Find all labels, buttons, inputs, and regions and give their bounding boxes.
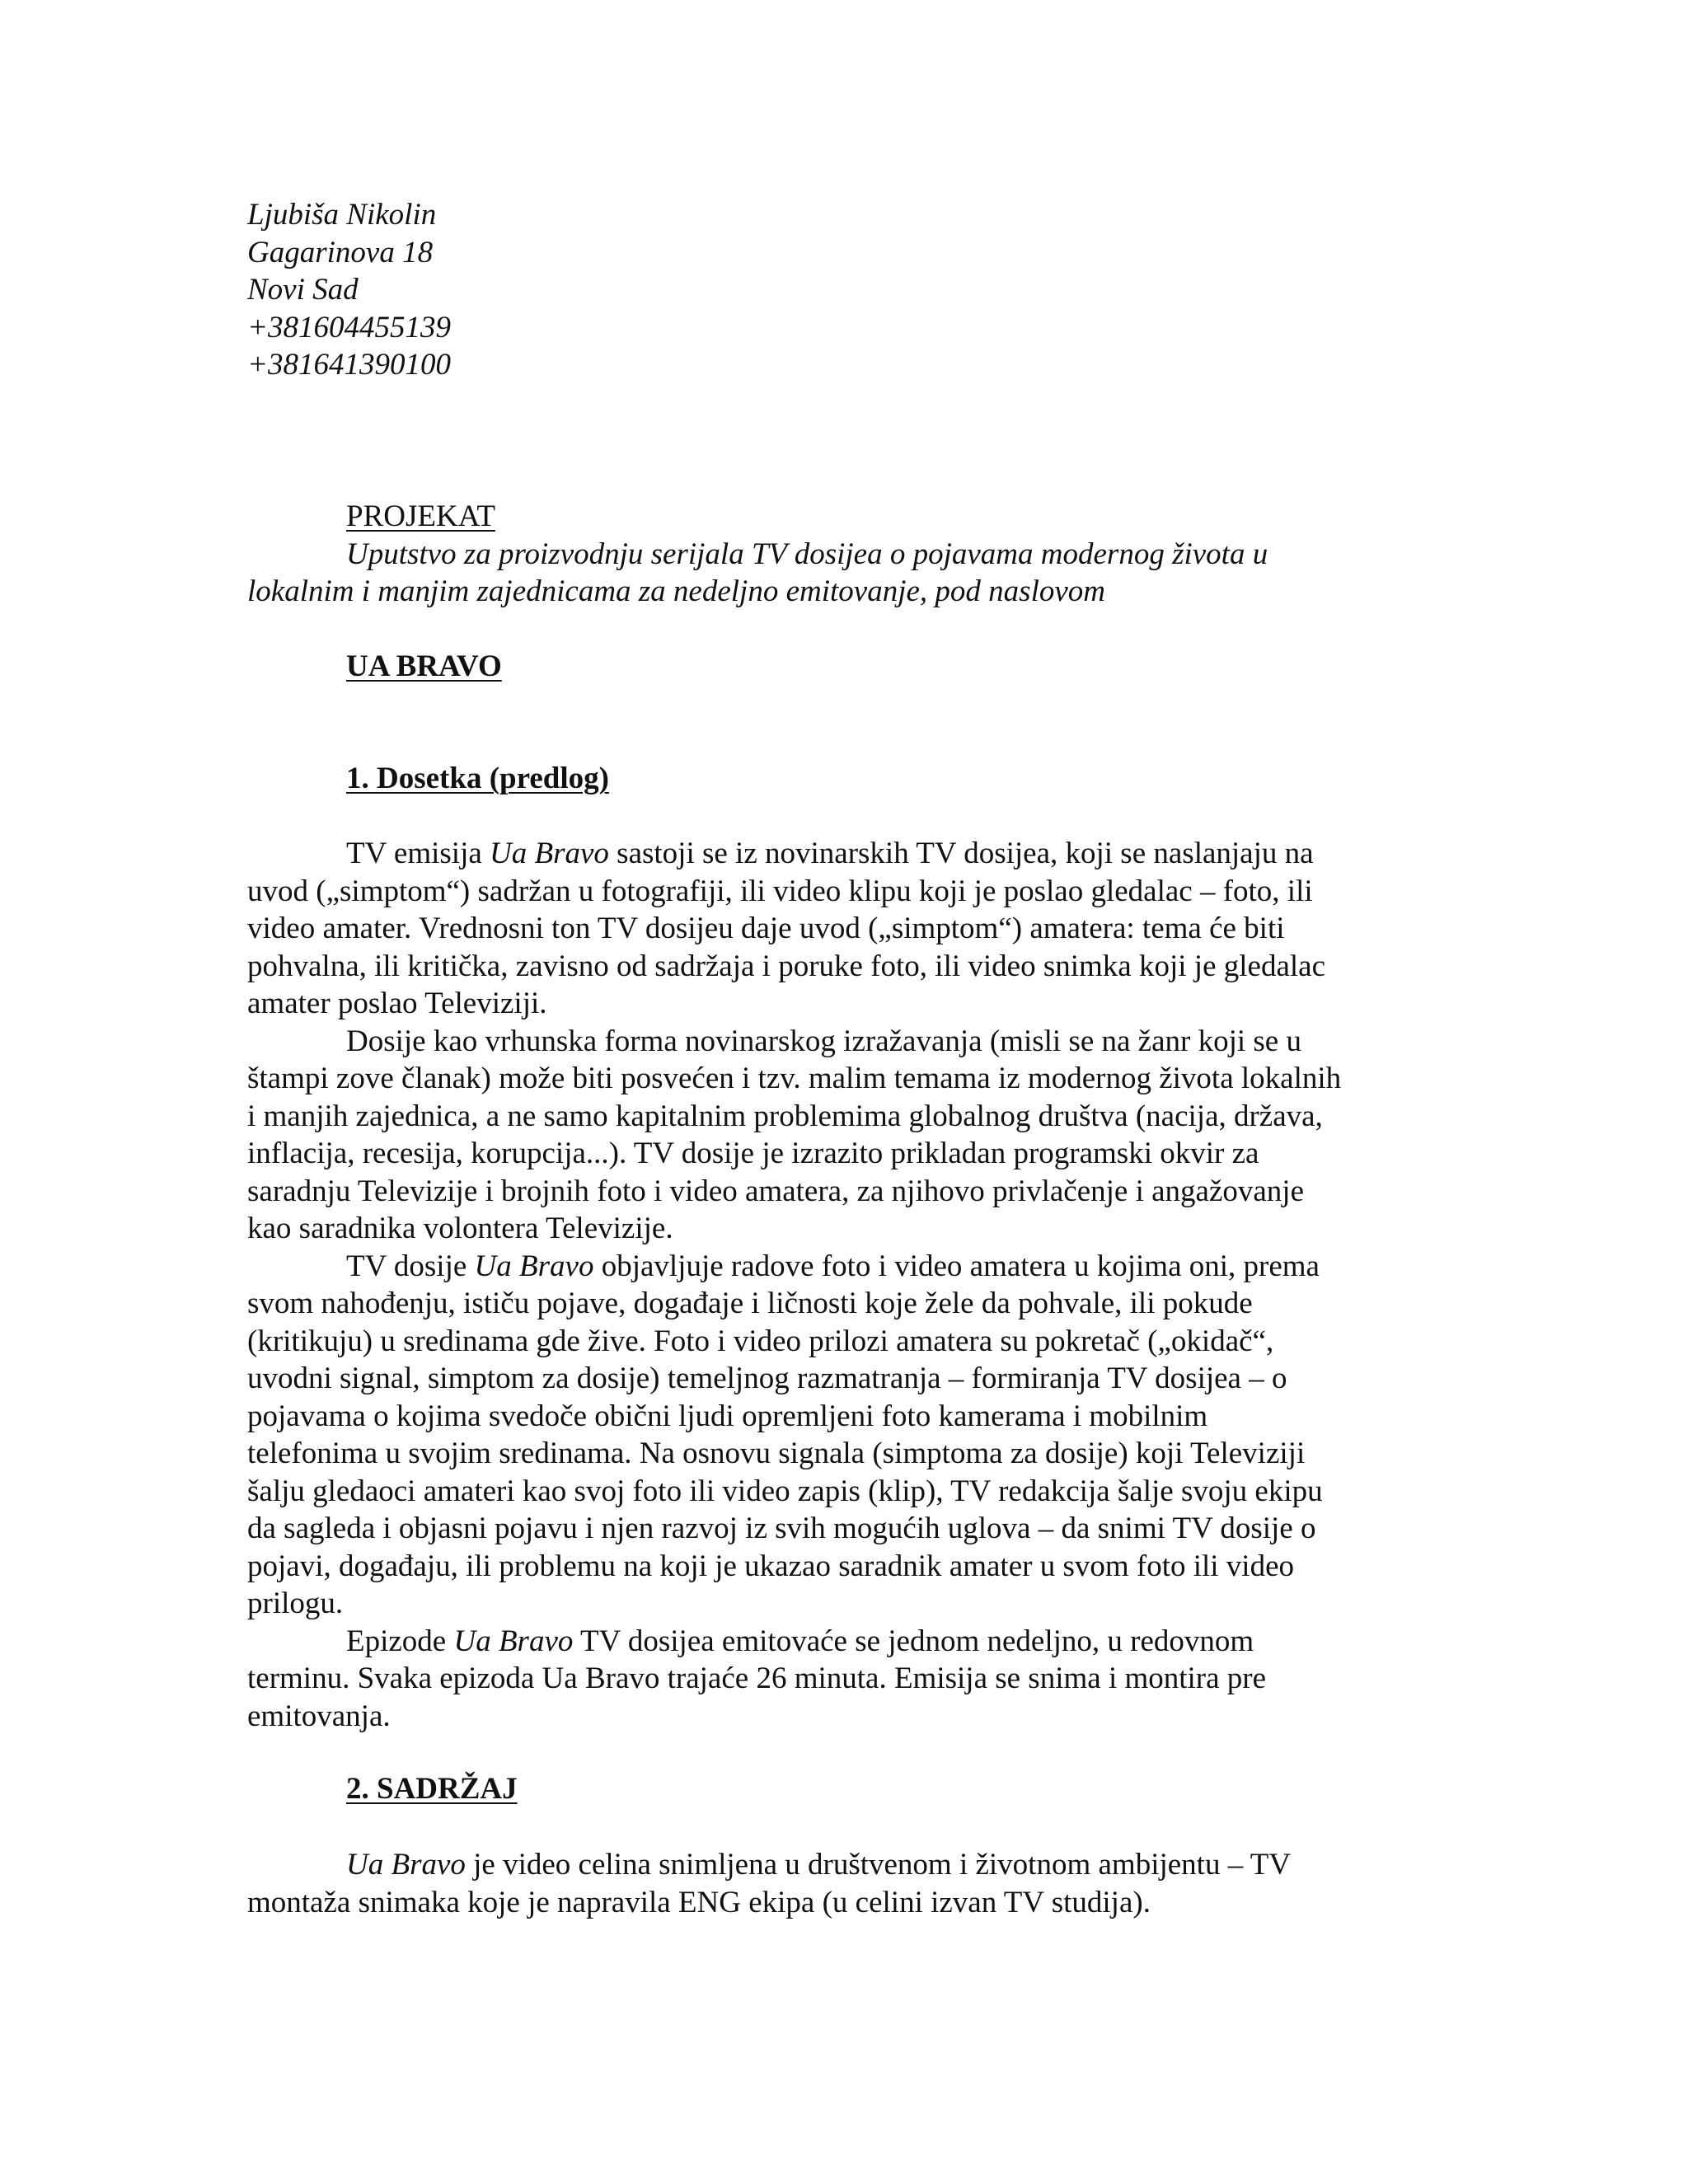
sender-phone-1: +381604455139: [247, 310, 451, 344]
project-title: UA BRAVO: [346, 649, 502, 683]
text-line: i manjih zajednica, a ne samo kapitalnim problemima globalnog društva (nacija, država,: [247, 1099, 1323, 1133]
text-line: emitovanja.: [247, 1699, 391, 1733]
text-line: pojavi, događaju, ili problemu na koji je ukazao saradnik amater u svom foto ili video: [247, 1549, 1295, 1583]
section-2-body: [247, 1846, 1451, 1921]
paragraph-3: [247, 1248, 1451, 1623]
text-line: TV dosije Ua Bravo objavljuje radove foto i video amatera u kojima oni, prema: [346, 1249, 1320, 1283]
project-header: [247, 498, 1451, 611]
section-2-heading: 2. SADRŽAJ: [346, 1772, 518, 1806]
text-line: TV emisija Ua Bravo sastoji se iz novinarskih TV dosijea, koji se naslanjaju na: [346, 837, 1314, 870]
text-line: prilogu.: [247, 1586, 344, 1620]
section-2: [247, 1770, 1451, 1808]
text-line: pohvalna, ili kritička, zavisno od sadržaja i poruke foto, ili video snimka koji je gledalac: [247, 949, 1325, 983]
sender-city: Novi Sad: [247, 273, 359, 307]
text-line: terminu. Svaka epizoda Ua Bravo trajaće 26 minuta. Emisija se snima i montira pre: [247, 1661, 1267, 1695]
text-line: šalju gledaoci amateri kao svoj foto ili video zapis (klip), TV redakcija šalje svoju ekipu: [247, 1474, 1323, 1508]
text-line: amater poslao Televiziji.: [247, 987, 547, 1020]
section-1-heading: 1. Dosetka (predlog): [346, 762, 609, 795]
section-1-body: [247, 835, 1451, 1735]
sender-phone-2: +381641390100: [247, 348, 451, 382]
text-line: saradnju Televizije i brojnih foto i video amatera, za njihovo privlačenje i angažovanje: [247, 1174, 1304, 1208]
text-line: Dosije kao vrhunska forma novinarskog izražavanja (misli se na žanr koji se u: [346, 1024, 1301, 1058]
sender-street: Gagarinova 18: [247, 235, 434, 269]
text-line: uvod („simptom“) sadržan u fotografiji, ili video klipu koji je poslao gledalac – foto, ili: [247, 874, 1313, 908]
paragraph-2: [247, 1023, 1451, 1248]
text-line: video amater. Vrednosni ton TV dosijeu daje uvod („simptom“) amatera: tema će biti: [247, 912, 1285, 945]
project-subtitle-line-1: Uputstvo za proizvodnju serijala TV dosijea o pojavama modernog života u: [346, 537, 1268, 571]
text-line: montaža snimaka koje je napravila ENG ekipa (u celini izvan TV studija).: [247, 1885, 1151, 1919]
text-line: (kritikuju) u sredinama gde žive. Foto i video prilozi amatera su pokretač („okidač“,: [247, 1324, 1274, 1358]
paragraph-4: [247, 1623, 1451, 1736]
project-label: PROJEKAT: [346, 499, 495, 533]
text-line: Ua Bravo je video celina snimljena u društvenom i životnom ambijentu – TV: [346, 1848, 1292, 1882]
text-line: štampi zove članak) može biti posvećen i tzv. malim temama iz modernog života lokalnih: [247, 1062, 1342, 1095]
project-subtitle-line-2: lokalnim i manjim zajednicama za nedeljno emitovanje, pod naslovom: [247, 574, 1105, 608]
text-line: da sagleda i objasni pojavu i njen razvoj iz svih mogućih uglova – da snimi TV dosije o: [247, 1511, 1316, 1545]
sender-name: Ljubiša Nikolin: [247, 198, 437, 232]
text-line: Epizode Ua Bravo TV dosijea emitovaće se jednom nedeljno, u redovnom: [346, 1624, 1254, 1658]
paragraph-1: [247, 835, 1451, 1023]
text-line: svom nahođenju, ističu pojave, događaje i ličnosti koje žele da pohvale, ili pokude: [247, 1286, 1253, 1320]
sender-address: [247, 196, 1451, 384]
text-line: uvodni signal, simptom za dosije) temeljnog razmatranja – formiranja TV dosijea – o: [247, 1361, 1287, 1395]
section-1: [247, 760, 1451, 798]
text-line: telefonima u svojim sredinama. Na osnovu signala (simptoma za dosije) koji Televiziji: [247, 1436, 1306, 1470]
text-line: inflacija, recesija, korupcija...). TV dosije je izrazito prikladan programski okvir za: [247, 1137, 1259, 1170]
project-title-block: [247, 648, 1451, 686]
text-line: kao saradnika volontera Televizije.: [247, 1212, 673, 1245]
text-line: pojavama o kojima svedoče obični ljudi opremljeni foto kamerama i mobilnim: [247, 1399, 1208, 1433]
